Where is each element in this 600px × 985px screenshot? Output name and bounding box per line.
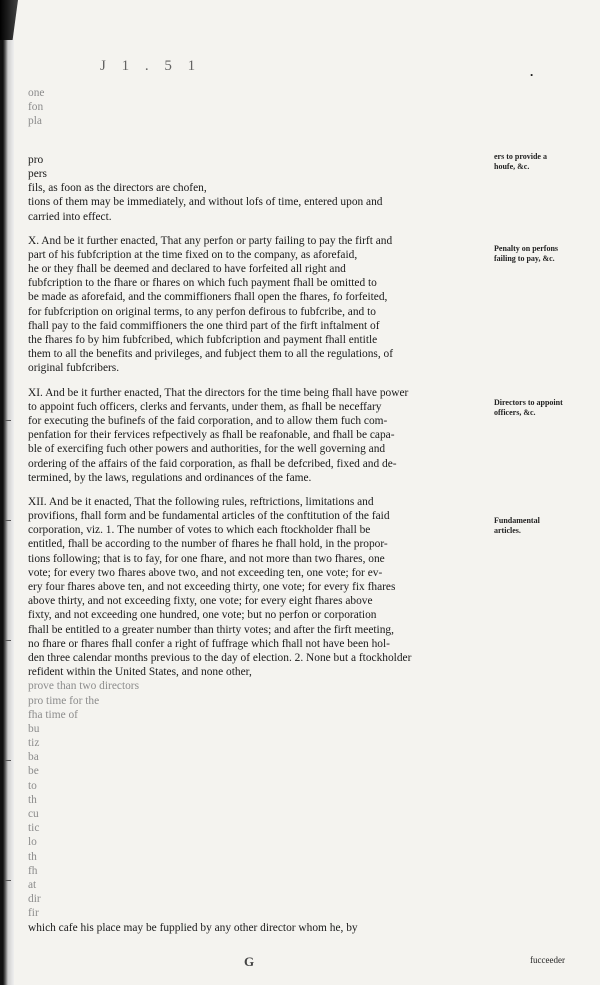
text-line: pla	[28, 115, 42, 128]
page-body	[28, 86, 488, 935]
text-line: be made as aforefaid, and the commiffioners fhall open the fhares, fo forfeited,	[28, 291, 388, 304]
margin-note-penalty: Penalty on perfons failing to pay, &c.	[494, 244, 558, 263]
running-head: J 1 . 5 1	[100, 58, 202, 74]
paragraph-gap	[28, 485, 488, 495]
text-line: tiz	[28, 737, 40, 750]
text-line: termined, by the laws, regulations and ordinances of the fame.	[28, 471, 312, 484]
paragraph-p-fundamental	[28, 495, 488, 935]
text-line: bu	[28, 722, 40, 735]
text-line: cu	[28, 808, 39, 820]
text-line: he or they fhall be deemed and declared to have forfeited all right and	[28, 263, 346, 276]
text-line: part of his fubfcription at the time fixed on to the company, as aforefaid,	[28, 248, 358, 261]
text-line: one	[28, 87, 45, 99]
text-line: at	[28, 878, 37, 891]
paragraph-p-officers	[28, 386, 488, 485]
paragraph-p-shares	[28, 139, 488, 224]
book-spine-shadow	[0, 0, 14, 985]
text-line: above thirty, and not exceeding fixty, one vote; for every eight fhares above	[28, 595, 373, 608]
edge-mark	[5, 880, 11, 881]
text-line: the fhares fo by him fubfcribed, which fubfcription and payment fhall entitle	[28, 334, 378, 346]
text-line: original fubfcribers.	[28, 362, 120, 375]
paragraph-p-penalty	[28, 234, 488, 376]
text-line: corporation, viz. 1. The number of votes to which each ftockholder fhall be	[28, 524, 371, 537]
text-line: to appoint fuch officers, clerks and fervants, under them, as fhall be neceffary	[28, 400, 382, 413]
edge-mark	[5, 520, 11, 521]
text-line: XII. And be it enacted, That the following rules, reftrictions, limitations and	[28, 495, 374, 508]
edge-mark	[5, 420, 11, 421]
paragraph-gap	[28, 224, 488, 234]
text-line: prove than two directors	[28, 680, 140, 693]
spine-corner-shadow	[0, 0, 18, 40]
text-line: no fhare or fhares fhall confer a right of fuffrage which fhall not have been hol-	[28, 637, 390, 650]
text-line: th	[28, 793, 37, 806]
text-line: lo	[28, 836, 37, 849]
text-line: th	[28, 850, 37, 863]
text-line: XI. And be it further enacted, That the directors for the time being fhall have power	[28, 386, 409, 399]
margin-note-directors: Directors to appoint officers, &c.	[494, 398, 563, 417]
text-line: dir	[28, 893, 41, 906]
text-line: X. And be it further enacted, That any perfon or party failing to pay the firft and	[28, 234, 393, 247]
text-line: to	[28, 779, 37, 792]
text-line: fha time of	[28, 708, 78, 721]
text-line: entitled, fhall be according to the number of fhares he fhall hold, in the propor-	[28, 538, 388, 551]
text-line: vote; for every two fhares above two, and not exceeding ten, one vote; for ev-	[28, 566, 383, 579]
paragraph-gap	[28, 376, 488, 386]
text-line: penfation for their fervices refpectively as fhall be reafonable, and fhall be capa-	[28, 429, 395, 442]
margin-note-houfe: ers to provide a houfe, &c.	[494, 152, 547, 171]
text-line: fir	[28, 907, 39, 920]
text-line: for executing the bufinefs of the faid corporation, and to allow them fuch com-	[28, 414, 388, 427]
text-line: tions of them may be immediately, and without lofs of time, entered upon and	[28, 196, 383, 209]
text-line: pers	[28, 167, 47, 180]
text-line: carried into effect.	[28, 210, 112, 223]
text-line: ordering of the affairs of the faid corporation, as fhall be defcribed, fixed and de-	[28, 457, 397, 470]
text-line: fhall be entitled to a greater number than thirty votes; and after the firft meeting,	[28, 623, 394, 636]
text-line: be	[28, 765, 39, 778]
text-line: ery four fhares above ten, and not exceeding thirty, one vote; for every fix fhares	[28, 581, 396, 593]
text-line: provifions, fhall form and be fundamental articles of the conftitution of the faid	[28, 510, 390, 523]
text-line: pro	[28, 153, 44, 166]
text-line: ble of exercifing fuch other powers and authorities, for the well governing and	[28, 443, 386, 456]
text-line: tions following; that is to fay, for one fhare, and not more than two fhares, one	[28, 552, 385, 565]
text-line: fon	[28, 101, 44, 114]
text-line: which cafe his place may be fupplied by any other director whom he, by	[28, 921, 358, 934]
paragraph-top	[28, 86, 488, 129]
text-line: refident within the United States, and none other,	[28, 666, 252, 679]
edge-mark	[5, 760, 11, 761]
signature-mark: G	[244, 954, 255, 969]
text-line: fhall pay to the faid commiffioners the one third part of the firft inftalment of	[28, 319, 380, 332]
text-line: fixty, and not exceeding one hundred, one vote; but no perfon or corporation	[28, 609, 377, 622]
text-line: ba	[28, 751, 39, 764]
text-line: fh	[28, 864, 38, 877]
text-line: den three calendar months previous to the day of election. 2. None but a ftockholder	[28, 651, 412, 664]
margin-note-fundamental: Fundamental articles.	[494, 516, 540, 535]
text-line: them to all the benefits and privileges, and fubject them to all the regulations, of	[28, 348, 394, 361]
text-line: fubfcription to the fhare or fhares on which fuch payment fhall be omitted to	[28, 277, 377, 290]
text-line: fils, as foon as the directors are chofen,	[28, 182, 207, 195]
text-line: pro time for the	[28, 694, 100, 707]
catchword: fucceeder	[530, 955, 565, 965]
text-line: tic	[28, 822, 40, 835]
corner-mark: .	[530, 64, 534, 79]
edge-mark	[5, 640, 11, 641]
paragraph-gap	[28, 129, 488, 139]
text-line	[28, 139, 488, 153]
text-line: for fubfcription on original terms, to any perfon defirous to fubfcribe, and to	[28, 305, 376, 318]
